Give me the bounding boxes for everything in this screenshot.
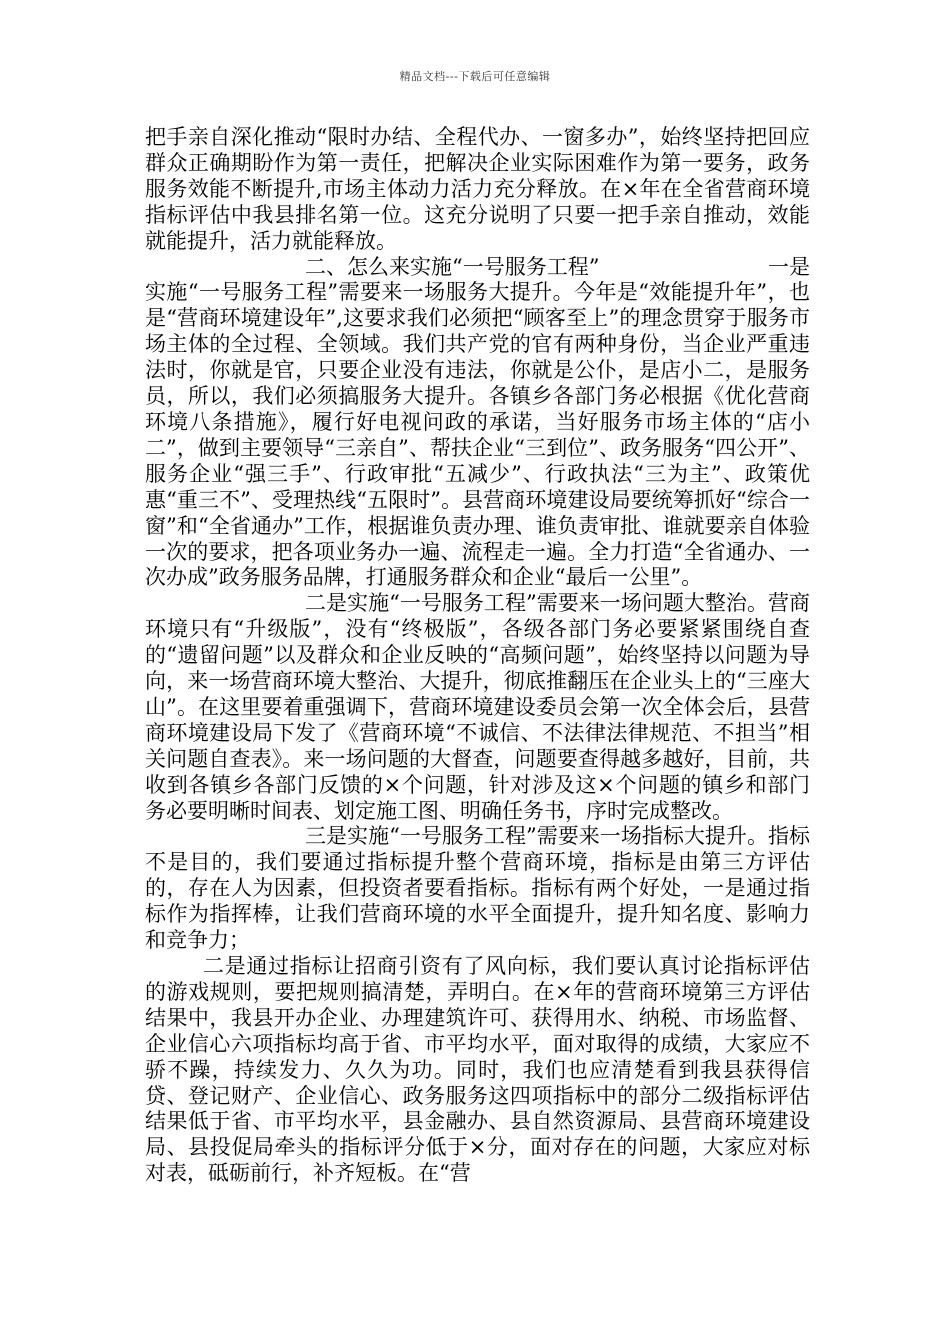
section-heading-title: 二、怎么来实施“一号服务工程” — [305, 254, 600, 279]
paragraph-4: 三是实施“一号服务工程”需要来一场指标大提升。指标不是目的，我们要通过指标提升整个营商环境，指标是由第三方评估的，存在人为因素，但投资者要看指标。指标有两个好处，一是通过指标作为指挥棒，让我们营商环境的水平全面提升，提升知名度、影响力和竞争力； — [145, 824, 810, 953]
section-heading-lead: 一是 — [768, 254, 810, 279]
document-body — [145, 125, 810, 1187]
paragraph-5: 二是通过指标让招商引资有了风向标，我们要认真讨论指标评估的游戏规则，要把规则搞清楚，弄明白。在×年的营商环境第三方评估结果中，我县开办企业、办理建筑许可、获得用水、纳税、市场监督、企业信心六项指标均高于省、市平均水平，面对取得的成绩，大家应不骄不躁，持续发力、久久为功。同时，我们也应清楚看到我县获得信贷、登记财产、企业信心、政务服务这四项指标中的部分二级指标评估结果低于省、市平均水平，县金融办、县自然资源局、县营商环境建设局、县投促局牵头的指标评分低于×分，面对存在的问题，大家应对标对表，砥砺前行，补齐短板。在“营 — [145, 954, 810, 1186]
paragraph-1: 把手亲自深化推动“限时办结、全程代办、一窗多办”，始终坚持把回应群众正确期盼作为第一责任，把解决企业实际困难作为第一要务，政务服务效能不断提升,市场主体动力活力充分释放。在×年在全省营商环境指标评估中我县排名第一位。这充分说明了只要一把手亲自推动，效能就能提升，活力就能释放。 — [145, 125, 810, 253]
paragraph-3: 二是实施“一号服务工程”需要来一场问题大整治。营商环境只有“升级版”，没有“终极版”，各级各部门务必要紧紧围绕自查的“遗留问题”以及群众和企业反映的“高频问题”，始终坚持以问题为导向，来一场营商环境大整治、大提升，彻底推翻压在企业头上的“三座大山”。在这里要着重强调下，营商环境建设委员会第一次全体会后，县营商环境建设局下发了《营商环境“不诚信、不法律法律规范、不担当”相关问题自查表》。来一场问题的大督查，问题要查得越多越好，目前，共收到各镇乡各部门反馈的×个问题，针对涉及这×个问题的镇乡和部门务必要明晰时间表、划定施工图、明确任务书，序时完成整改。 — [145, 591, 810, 823]
page-header: 精品文档---下载后可任意编辑 — [399, 70, 551, 83]
section-heading-2 — [145, 255, 810, 281]
paragraph-2: 实施“一号服务工程”需要来一场服务大提升。今年是“效能提升年”，也是“营商环境建设年”,这要求我们必须把“顾客至上”的理念贯穿于服务市场主体的全过程、全领域。我们共产党的官有两种身份，当企业严重违法时，你就是官，只要企业没有违法，你就是公仆，是店小二，是服务员，所以，我们必须搞服务大提升。各镇乡各部门务必根据《优化营商环境八条措施》，履行好电视问政的承诺，当好服务市场主体的“店小二”，做到主要领导“三亲自”、帮扶企业“三到位”、政务服务“四公开”、服务企业“强三手”、行政审批“五减少”、行政执法“三为主”、政策优惠“重三不”、受理热线“五限时”。县营商环境建设局要统筹抓好“综合一窗”和“全省通办”工作，根据谁负责办理、谁负责审批、谁就要亲自体验一次的要求，把各项业务办一遍、流程走一遍。全力打造“全省通办、一次办成”政务服务品牌，打通服务群众和企业“最后一公里”。 — [145, 280, 810, 590]
